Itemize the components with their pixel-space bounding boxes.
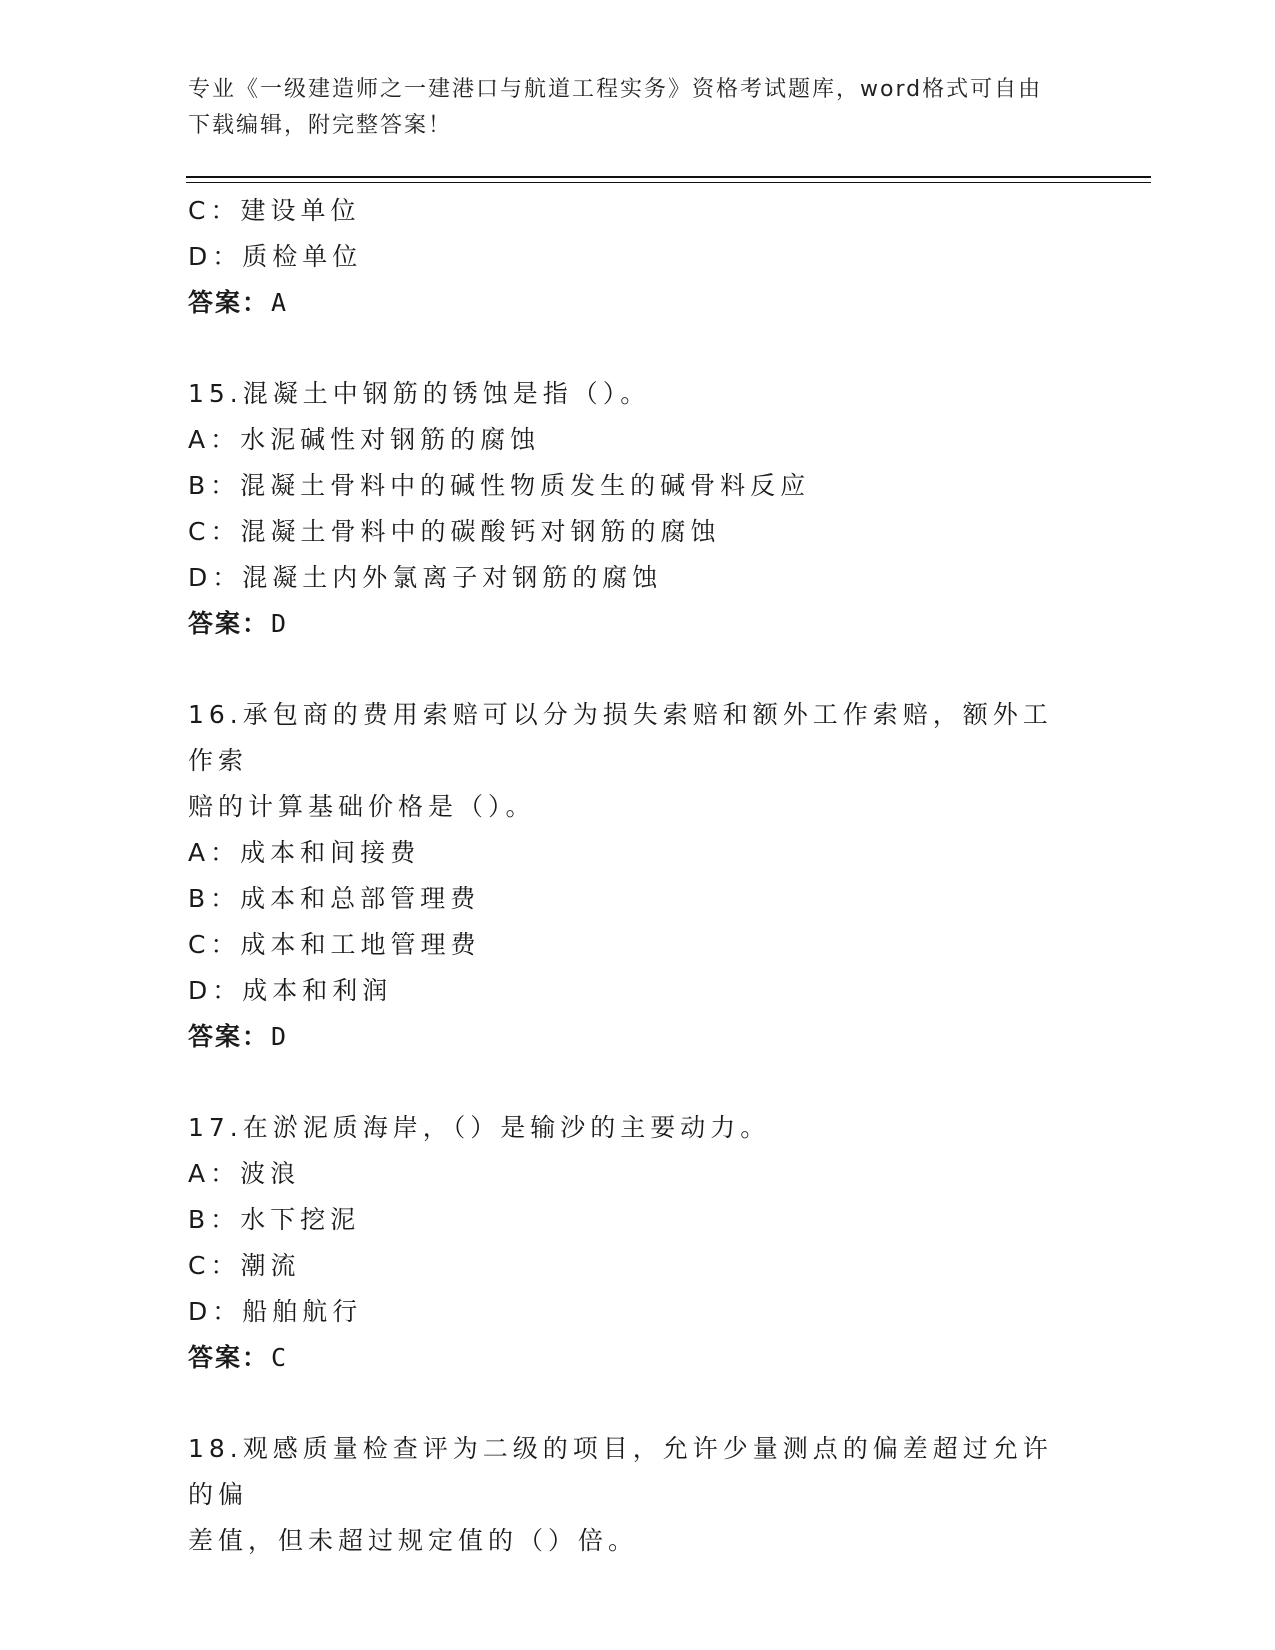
- document-header: [188, 72, 1068, 144]
- option-a: A：成本和间接费: [188, 838, 421, 867]
- header-line-1: 专业《一级建造师之一建港口与航道工程实务》资格考试题库，word格式可自由: [188, 77, 1043, 102]
- option-d: D：成本和利润: [188, 976, 393, 1005]
- answer: [188, 601, 1088, 647]
- header-divider-thick: [186, 176, 1151, 178]
- question-stem-line-1: 18.观感质量检查评为二级的项目，允许少量测点的偏差超过允许的偏: [188, 1434, 1053, 1509]
- option-c: C：建设单位: [188, 196, 361, 225]
- question-stem: 17.在淤泥质海岸，（）是输沙的主要动力。: [188, 1113, 771, 1142]
- question-17: [188, 1105, 1088, 1381]
- question-stem-line-2: 差值，但未超过规定值的（）倍。: [188, 1526, 639, 1555]
- option-c: C：潮流: [188, 1251, 301, 1280]
- option-c: C：混凝土骨料中的碳酸钙对钢筋的腐蚀: [188, 517, 721, 546]
- header-divider-thin: [186, 182, 1151, 183]
- answer-label: 答案：: [188, 288, 270, 317]
- option-c: C：成本和工地管理费: [188, 930, 481, 959]
- answer: [188, 1335, 1088, 1381]
- question-15: [188, 371, 1088, 647]
- option-d: D：质检单位: [188, 242, 363, 271]
- option-b: B：成本和总部管理费: [188, 884, 481, 913]
- answer-label: 答案：: [188, 609, 270, 638]
- option-d: D：混凝土内外氯离子对钢筋的腐蚀: [188, 563, 663, 592]
- option-a: A：水泥碱性对钢筋的腐蚀: [188, 425, 541, 454]
- option-a: A：波浪: [188, 1159, 301, 1188]
- answer-value: A: [271, 288, 289, 317]
- answer-value: D: [271, 609, 289, 638]
- question-14-tail: [188, 188, 1088, 326]
- answer-value: C: [271, 1343, 289, 1372]
- question-list: [188, 188, 1088, 1564]
- answer-label: 答案：: [188, 1343, 270, 1372]
- question-18: [188, 1426, 1088, 1564]
- option-b: B：混凝土骨料中的碱性物质发生的碱骨料反应: [188, 471, 811, 500]
- answer-value: D: [271, 1022, 289, 1051]
- option-d: D：船舶航行: [188, 1297, 363, 1326]
- answer-label: 答案：: [188, 1022, 270, 1051]
- answer: [188, 280, 1088, 326]
- answer: [188, 1014, 1088, 1060]
- question-stem-line-2: 赔的计算基础价格是（）。: [188, 792, 536, 821]
- question-16: [188, 692, 1088, 1060]
- header-line-2: 下载编辑，附完整答案！: [188, 113, 453, 138]
- question-stem: 15.混凝土中钢筋的锈蚀是指（）。: [188, 379, 651, 408]
- question-stem-line-1: 16.承包商的费用索赔可以分为损失索赔和额外工作索赔，额外工作索: [188, 700, 1053, 775]
- option-b: B：水下挖泥: [188, 1205, 361, 1234]
